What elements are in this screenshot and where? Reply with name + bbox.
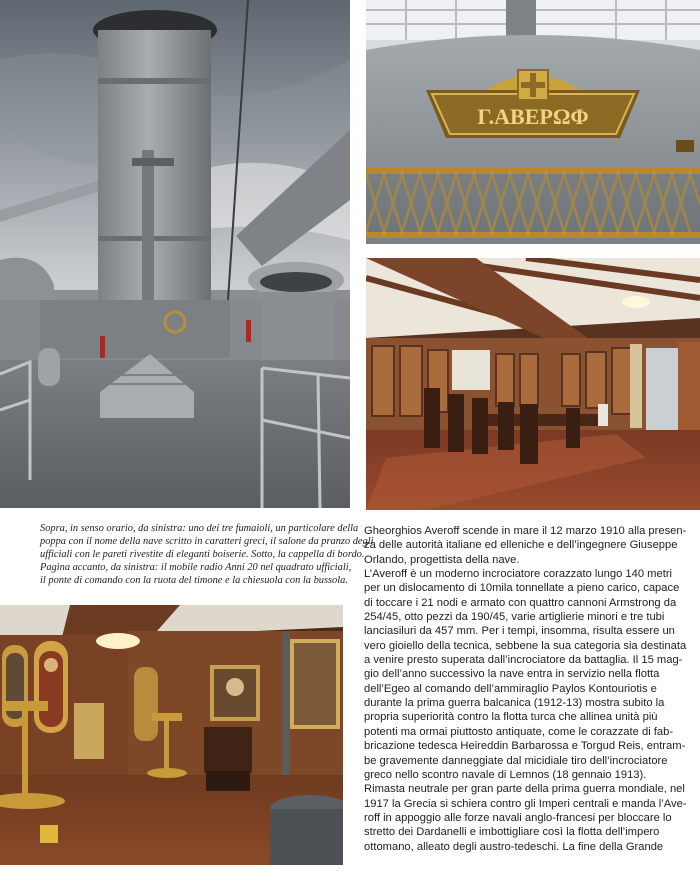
- article-line: roff in appoggio alle forze navali anglo-francesi per bloccare lo: [364, 811, 672, 824]
- photo-chapel: [0, 605, 343, 865]
- article-line: dell’Egeo al comando dell’ammiraglio Paylos Kontouriotis e: [364, 682, 657, 695]
- article-line: be gravemente danneggiate dal micidiale tiro dell’incrociatore: [364, 754, 668, 767]
- photo-dining-salon: [366, 258, 700, 510]
- article-line: propria superiorità contro la flotta turca che allinea unità più: [364, 711, 658, 724]
- article-body: [364, 524, 692, 854]
- photo-funnel: [0, 0, 350, 508]
- article-line: di toccare i 21 nodi e armato con quattro cannoni Armstrong da: [364, 596, 677, 609]
- article-line: 254/45, otto pezzi da 190/45, varie artiglierie minori e tre tubi: [364, 611, 665, 624]
- caption-line: poppa con il nome della nave scritto in caratteri greci, il salone da pranzo degli: [40, 536, 374, 548]
- article-line: ottomano, alleato degli austro-tedeschi. La fine della Grande: [364, 840, 664, 853]
- article-line: L’Averoff è un moderno incrociatore corazzato lungo 140 metri: [364, 568, 673, 581]
- article-line: vero gioiello della tecnica, sebbene la sua categoria sia destinata: [364, 639, 687, 652]
- article-line: gio dell’anno successivo la nave entra in servizio nella flotta: [364, 668, 660, 681]
- nameplate-text: Γ.ΑΒΕΡΩΦ: [477, 104, 589, 129]
- caption-line: Sopra, in senso orario, da sinistra: uno dei tre fumaioli, un particolare della: [40, 523, 359, 534]
- caption-line: il ponte di comando con la ruota del timone e la chiesuola con la bussola.: [40, 575, 348, 587]
- article-line: potenti ma ormai piuttosto antiquate, come le corazzate di fab-: [364, 725, 674, 738]
- caption-line: Pagina accanto, da sinistra: il mobile radio Anni 20 nel quadrato ufficiali,: [40, 562, 352, 574]
- article-line: per un dislocamento di 10mila tonnellate a pieno carico, capace: [364, 582, 680, 595]
- photo-caption: [40, 522, 374, 587]
- article-line: greco nello scontro navale di Lemnos (18 gennaio 1913).: [364, 768, 647, 781]
- article-line: za delle autorità italiane ed elleniche e dell’ingegnere Giuseppe: [364, 539, 678, 552]
- photo-stern-nameplate: [366, 0, 700, 244]
- article-line: bricazione tedesca Heireddin Barbarossa e Torgud Reis, entram-: [364, 740, 686, 753]
- article-line: Rimasta neutrale per gran parte della prima guerra mondiale, nel: [364, 783, 685, 796]
- article-line: a venire presto superata dall’incrociatore da battaglia. Il 15 mag-: [364, 654, 683, 667]
- article-line: Orlando, progettista della nave.: [364, 553, 520, 566]
- caption-line: ufficiali con le pareti rivestite di eleganti boiserie. Sotto, la cappella di bordo.: [40, 549, 365, 561]
- article-line: 1917 la Grecia si schiera contro gli Imperi centrali e manda l’Ave-: [364, 797, 687, 810]
- article-line: lanciasiluri da 457 mm. Per i tempi, insomma, risulta essere un: [364, 625, 675, 638]
- article-line: durante la prima guerra balcanica (1912-13) mostra subito la: [364, 697, 665, 710]
- article-line: Gheorghios Averoff scende in mare il 12 marzo 1910 alla presen-: [364, 525, 687, 537]
- article-line: stretto dei Dardanelli e imbottigliare così la flotta dell’impero: [364, 826, 660, 839]
